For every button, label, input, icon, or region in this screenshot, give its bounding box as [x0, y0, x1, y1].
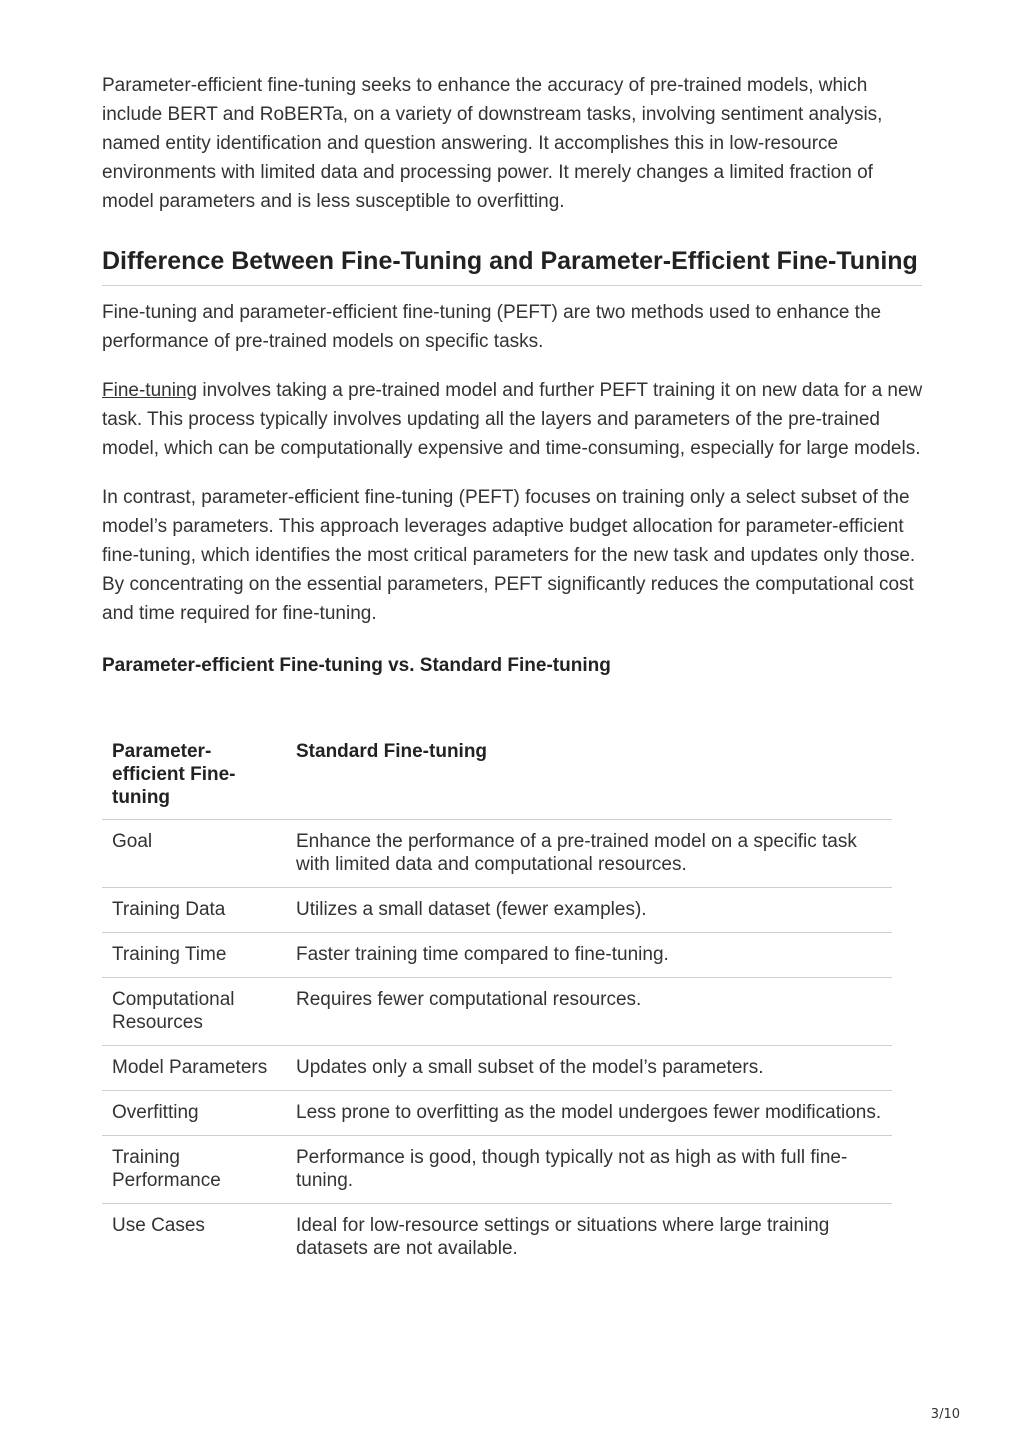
table-cell-value: Updates only a small subset of the model’s parameters.	[296, 1057, 764, 1078]
fine-tuning-link[interactable]: Fine-tuning	[102, 380, 198, 401]
table-cell-value: Faster training time compared to fine-tuning.	[296, 944, 669, 965]
table-row	[102, 1204, 892, 1272]
table-header-standard: Standard Fine-tuning	[296, 741, 488, 762]
table-cell-label: Overfitting	[112, 1102, 199, 1123]
table-title: Parameter-efficient Fine-tuning vs. Standard Fine-tuning	[102, 655, 611, 676]
table-cell-value: Requires fewer computational resources.	[296, 989, 642, 1010]
table-row	[102, 1136, 892, 1204]
section-heading: Difference Between Fine-Tuning and Parameter-Efficient Fine-Tuning	[102, 246, 922, 286]
table-row	[102, 1046, 892, 1091]
table-row	[102, 978, 892, 1046]
article-content	[102, 71, 924, 1271]
paragraph-fine-tuning	[102, 376, 924, 463]
table-cell-label: Use Cases	[112, 1215, 205, 1236]
table-cell-label: Computational Resources	[112, 989, 235, 1033]
table-row	[102, 1091, 892, 1136]
table-row	[102, 888, 892, 933]
table-cell-value: Utilizes a small dataset (fewer examples).	[296, 899, 647, 920]
intro-paragraph: Parameter-efficient fine-tuning seeks to enhance the accuracy of pre-trained models, which include BERT and RoBERTa, on a variety of downstream tasks, involving sentiment analysis, named entity identification and question answering. It accomplishes this in low-resource environments with limited data and processing power. It merely changes a limited fraction of model parameters and is less susceptible to overfitting.	[102, 75, 883, 212]
page-number: 3/10	[930, 1407, 960, 1422]
table-cell-value: Enhance the performance of a pre-trained model on a specific task with limited data and computational resources.	[296, 831, 857, 875]
table-cell-label: Training Performance	[112, 1147, 221, 1191]
table-cell-label: Training Data	[112, 899, 226, 920]
table-cell-label: Goal	[112, 831, 153, 852]
table-cell-label: Model Parameters	[112, 1057, 268, 1078]
paragraph-peft: In contrast, parameter-efficient fine-tuning (PEFT) focuses on training only a select subset of the model’s parameters. This approach leverages adaptive budget allocation for parameter-efficient fine-tuning, which identifies the most critical parameters for the new task and updates only those. By concentrating on the essential parameters, PEFT significantly reduces the computational cost and time required for fine-tuning.	[102, 487, 916, 624]
table-cell-value: Ideal for low-resource settings or situations where large training datasets are not available.	[296, 1215, 830, 1259]
table-cell-value: Less prone to overfitting as the model undergoes fewer modifications.	[296, 1102, 882, 1123]
table-header-peft: Parameter-efficient Fine-tuning	[112, 741, 236, 808]
table-header-row	[102, 730, 892, 820]
comparison-table	[102, 730, 892, 1271]
table-cell-label: Training Time	[112, 944, 227, 965]
paragraph-fine-tuning-text: involves taking a pre-trained model and further PEFT training it on new data for a new task. This process typically involves updating all the layers and parameters of the pre-trained model, which can be computationally expensive and time-consuming, especially for large models.	[102, 380, 923, 459]
paragraph-definition: Fine-tuning and parameter-efficient fine-tuning (PEFT) are two methods used to enhance the performance of pre-trained models on specific tasks.	[102, 302, 882, 352]
table-row	[102, 820, 892, 888]
table-cell-value: Performance is good, though typically not as high as with full fine-tuning.	[296, 1147, 848, 1191]
table-row	[102, 933, 892, 978]
